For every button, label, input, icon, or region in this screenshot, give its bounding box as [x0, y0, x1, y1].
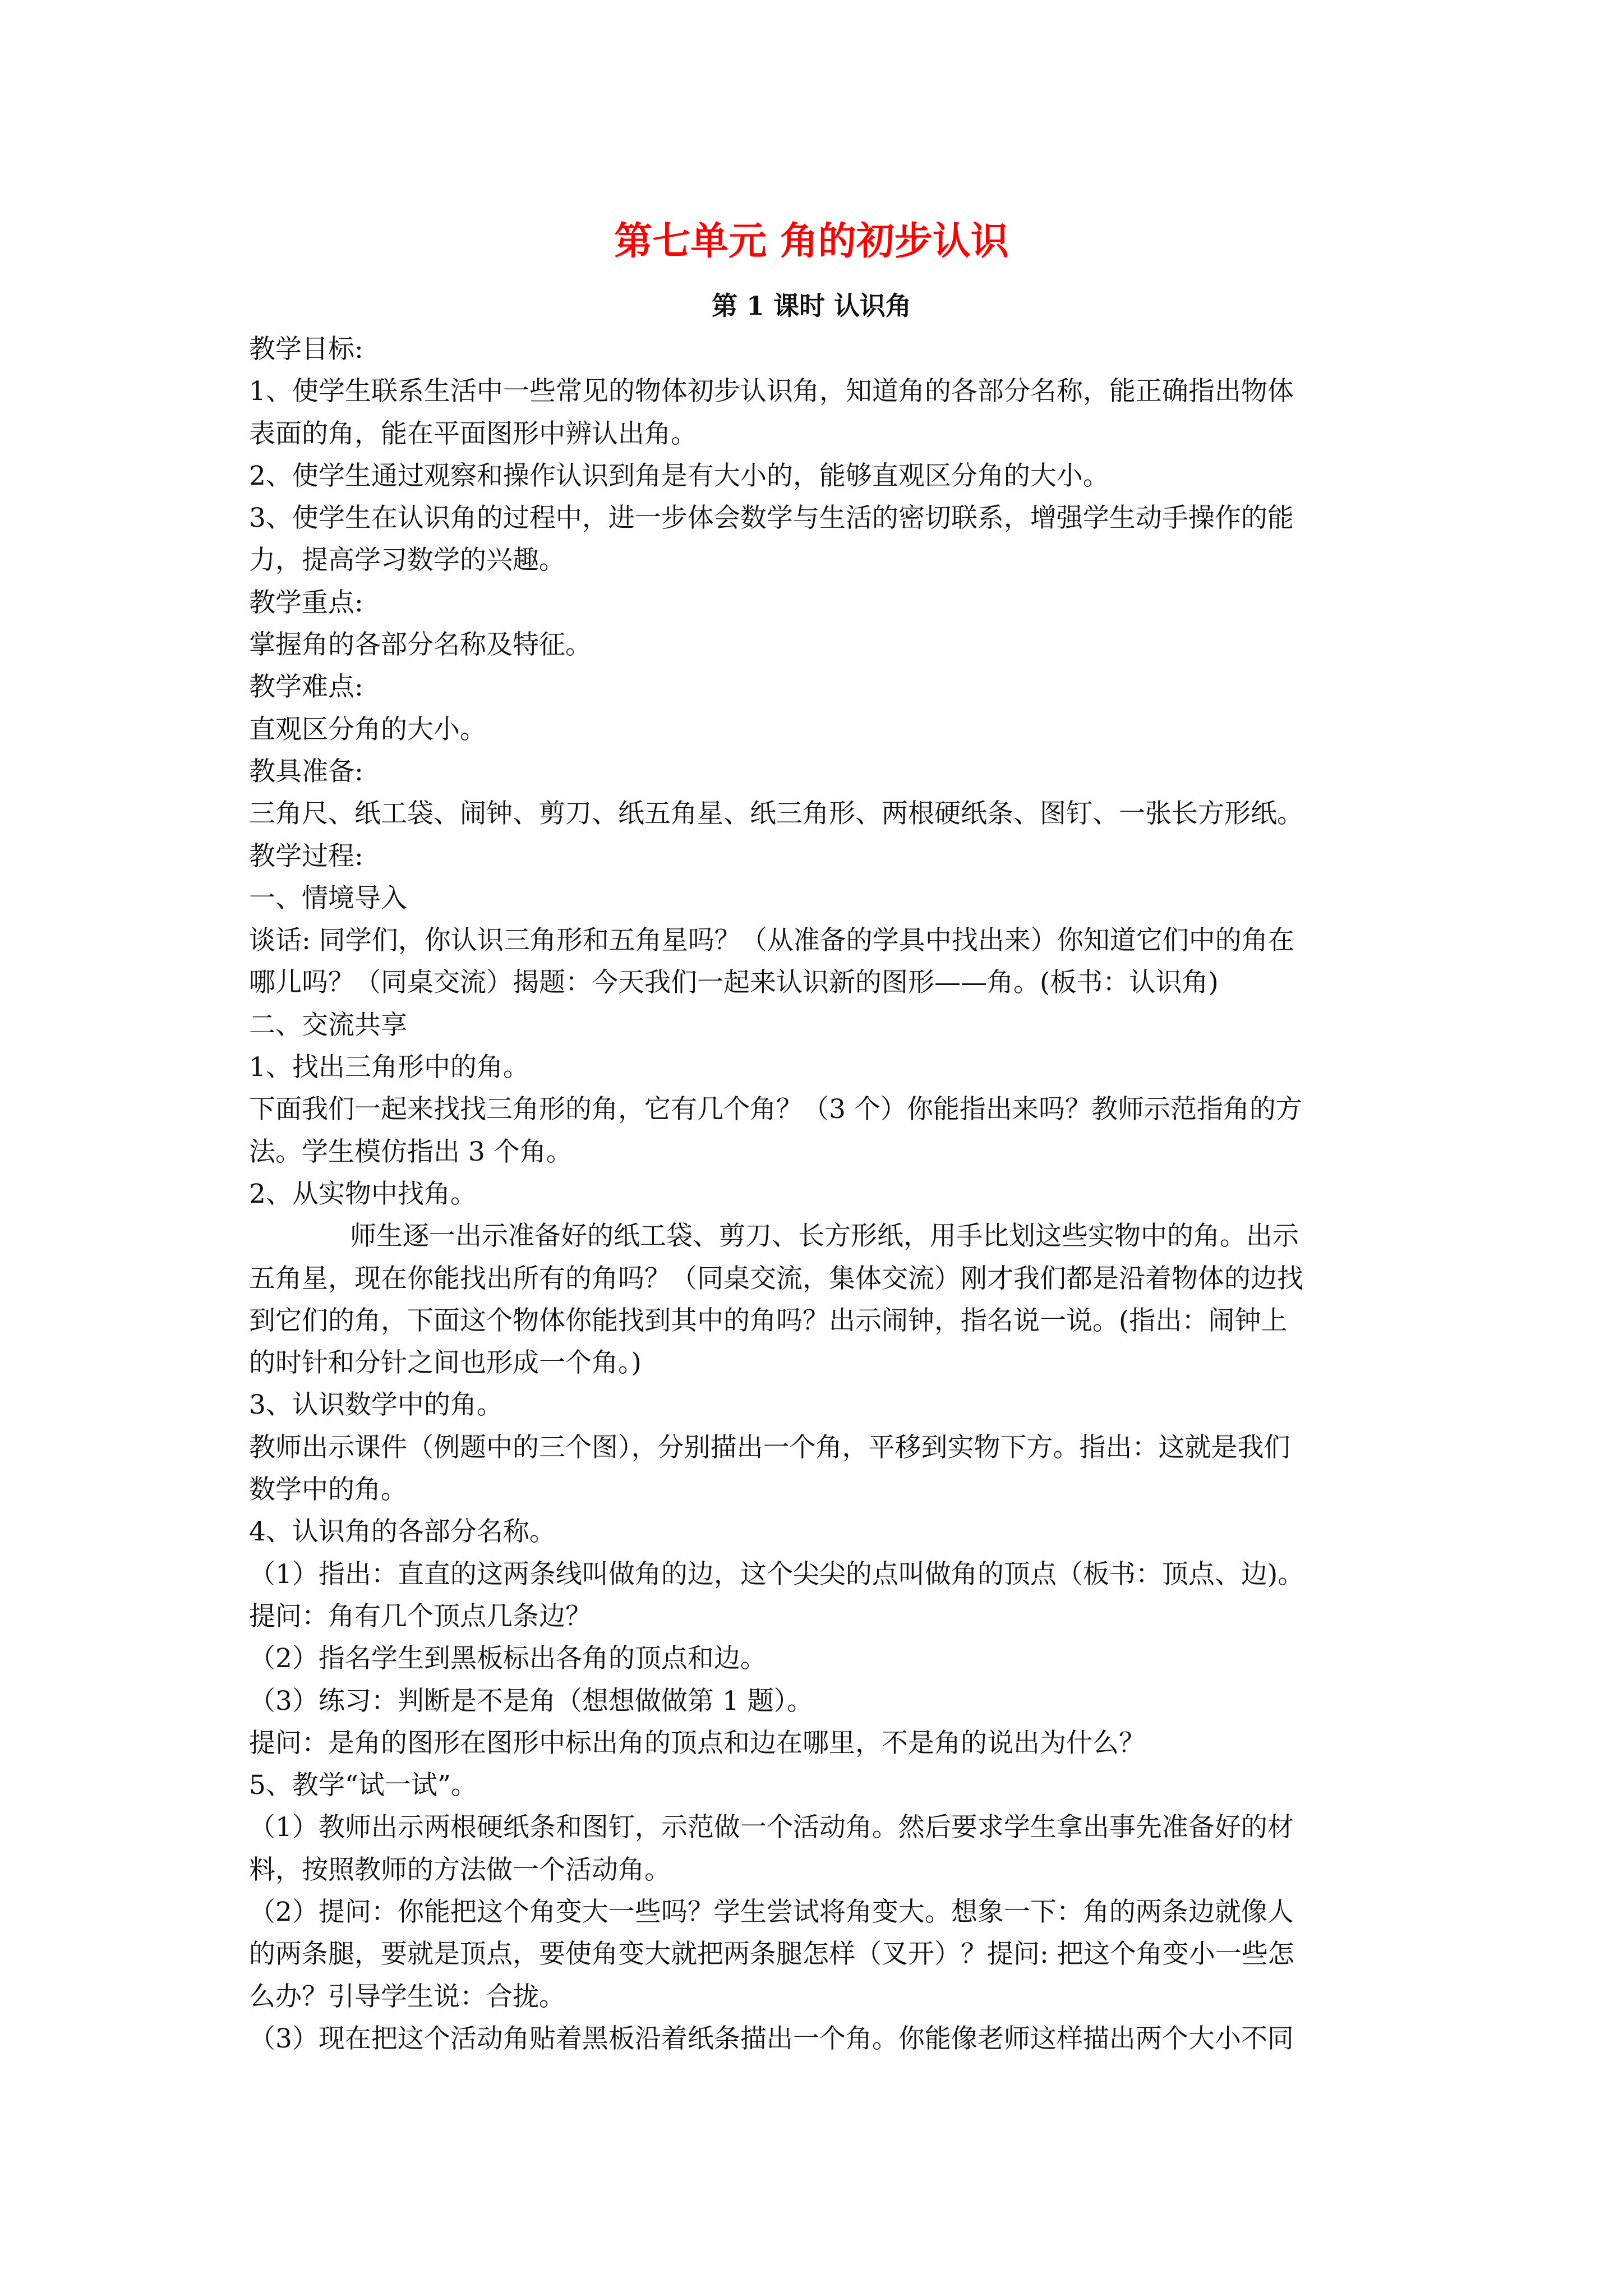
text-line: 4、认识角的各部分名称。 — [249, 1516, 556, 1548]
text-line: （1）指出：直直的这两条线叫做角的边，这个尖尖的点叫做角的顶点（板书：顶点、边)。 — [249, 1558, 1304, 1590]
text-line: （1）教师出示两根硬纸条和图钉，示范做一个活动角。然后要求学生拿出事先准备好的材 — [249, 1812, 1294, 1843]
text-line: 料，按照教师的方法做一个活动角。 — [249, 1854, 671, 1885]
text-line: 的两条腿，要就是顶点，要使角变大就把两条腿怎样（叉开）？提问: 把这个角变小一些怎 — [249, 1939, 1294, 1970]
text-line: 法。学生模仿指出 3 个角。 — [249, 1136, 573, 1167]
text-line: 数学中的角。 — [249, 1474, 407, 1506]
text-line: 教学过程: — [249, 840, 363, 872]
text-line: （2）提问：你能把这个角变大一些吗？学生尝试将角变大。想象一下：角的两条边就像人 — [249, 1896, 1294, 1927]
text-line: 到它们的角，下面这个物体你能找到其中的角吗？出示闹钟，指名说一说。(指出：闹钟上 — [249, 1305, 1288, 1336]
text-line: 师生逐一出示准备好的纸工袋、剪刀、长方形纸，用手比划这些实物中的角。出示 — [350, 1221, 1299, 1252]
text-line: 谈话: 同学们，你认识三角形和五角星吗？（从准备的学具中找出来）你知道它们中的角在 — [249, 925, 1294, 956]
text-line: 提问：角有几个顶点几条边？ — [249, 1600, 592, 1632]
text-line: 1、找出三角形中的角。 — [249, 1052, 529, 1083]
text-line: 么办？引导学生说：合拢。 — [249, 1981, 565, 2012]
lesson-subtitle: 第 1 课时 认识角 — [711, 291, 912, 321]
text-line: 3、使学生在认识角的过程中，进一步体会数学与生活的密切联系，增强学生动手操作的能 — [249, 503, 1294, 534]
text-line: 掌握角的各部分名称及特征。 — [249, 629, 592, 661]
text-line: （3）练习：判断是不是角（想想做做第 1 题）。 — [249, 1685, 814, 1717]
text-line: 2、使学生通过观察和操作认识到角是有大小的，能够直观区分角的大小。 — [249, 460, 1109, 491]
text-line: 教师出示课件（例题中的三个图），分别描出一个角，平移到实物下方。指出：这就是我们 — [249, 1432, 1290, 1463]
text-line: 三角尺、纸工袋、闹钟、剪刀、纸五角星、纸三角形、两根硬纸条、图钉、一张长方形纸。 — [249, 798, 1303, 830]
text-line: 2、从实物中找角。 — [249, 1178, 477, 1209]
text-line: 5、教学“试一试”。 — [249, 1770, 477, 1801]
text-line: 1、使学生联系生活中一些常见的物体初步认识角，知道角的各部分名称，能正确指出物体 — [249, 376, 1294, 407]
text-line: 提问：是角的图形在图形中标出角的顶点和边在哪里，不是角的说出为什么？ — [249, 1727, 1145, 1759]
text-line: 下面我们一起来找找三角形的角，它有几个角？（3 个）你能指出来吗？教师示范指角的方 — [249, 1094, 1302, 1125]
text-line: 教具准备: — [249, 756, 363, 787]
text-line: 教学难点: — [249, 671, 363, 703]
text-line: （3）现在把这个活动角贴着黑板沿着纸条描出一个角。你能像老师这样描出两个大小不同 — [249, 2023, 1294, 2054]
text-line: （2）指名学生到黑板标出各角的顶点和边。 — [249, 1643, 767, 1674]
text-line: 一、情境导入 — [249, 882, 407, 914]
text-line: 教学目标: — [249, 334, 363, 365]
document-title: 第七单元 角的初步认识 — [614, 219, 1009, 264]
text-line: 教学重点: — [249, 587, 363, 618]
text-line: 哪儿吗？（同桌交流）揭题：今天我们一起来认识新的图形——角。(板书：认识角) — [249, 967, 1219, 999]
text-line: 力，提高学习数学的兴趣。 — [249, 545, 565, 576]
text-line: 五角星，现在你能找出所有的角吗？（同桌交流，集体交流）刚才我们都是沿着物体的边找 — [249, 1263, 1303, 1294]
text-line: 直观区分角的大小。 — [249, 714, 486, 745]
text-line: 3、认识数学中的角。 — [249, 1389, 503, 1421]
text-line: 表面的角，能在平面图形中辨认出角。 — [249, 418, 697, 449]
document-body — [249, 328, 1393, 2060]
text-line: 的时针和分针之间也形成一个角。) — [249, 1347, 642, 1379]
text-line: 二、交流共享 — [249, 1009, 407, 1041]
